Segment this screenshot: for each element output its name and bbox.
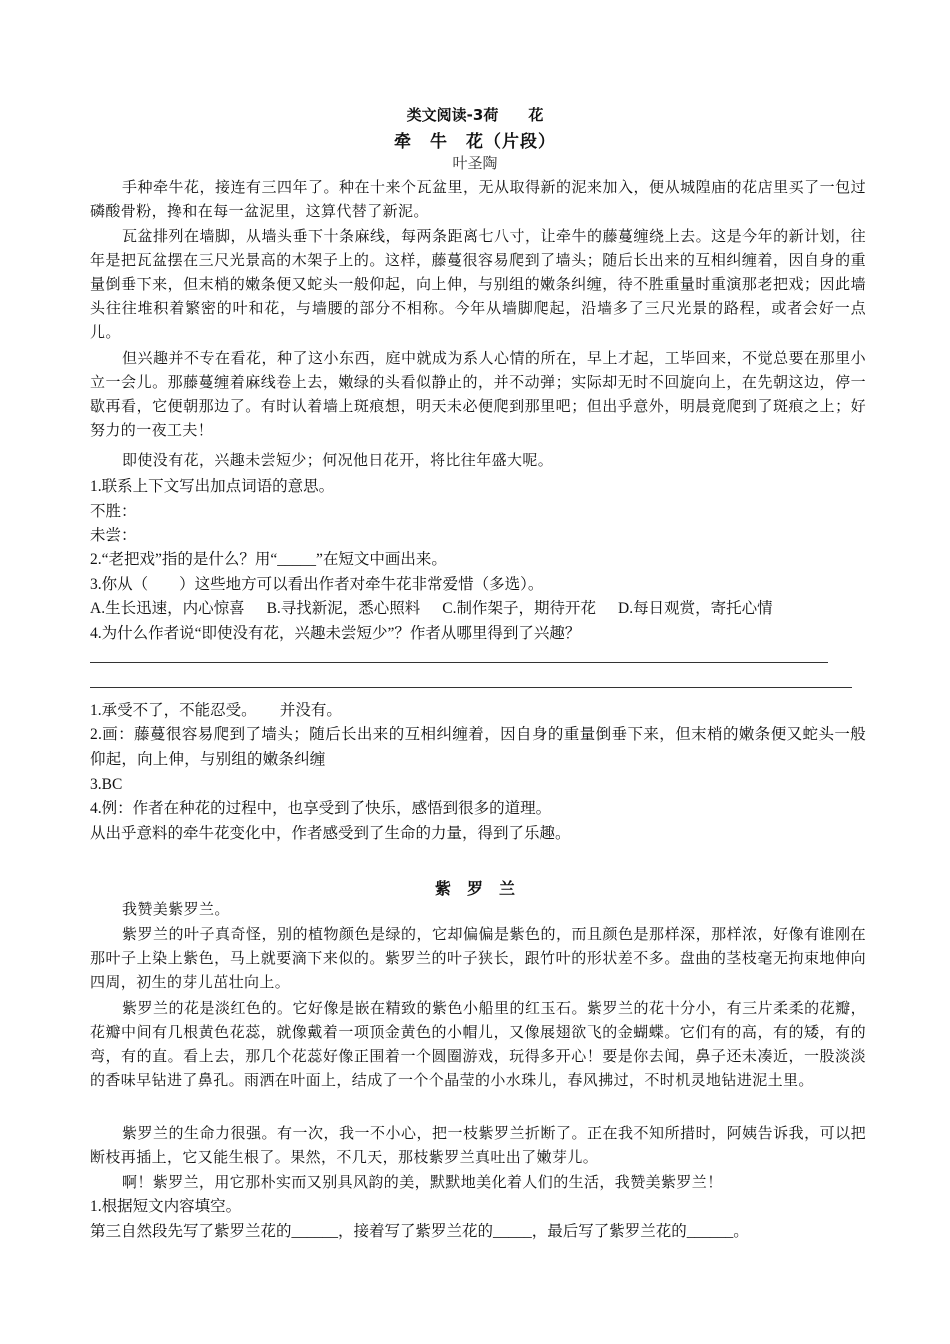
answer-2: 2.画：藤蔓很容易爬到了墙头；随后长出来的互相纠缠着，因自身的重量倒垂下来，但末梢的嫩条便又蛇头一般仰起，向上伸，与别组的嫩条纠缠 bbox=[90, 726, 866, 768]
option-d: D.每日观赏，寄托心情 bbox=[618, 600, 773, 617]
passage2-title: 紫 罗 兰 bbox=[434, 879, 515, 898]
passage1-paragraph-1: 手种牵牛花，接连有三四年了。种在十来个瓦盆里，无从取得新的泥来加入，便从城隍庙的花店里买了一包过磷酸骨粉，搀和在每一盆泥里，这算代替了新泥。 bbox=[90, 178, 866, 220]
option-c: C.制作架子，期待开花 bbox=[442, 600, 597, 617]
answer-4: 4.例：作者在种花的过程中，也享受到了快乐，感悟到很多的道理。 bbox=[90, 800, 552, 817]
option-b: B.寻找新泥，悉心照料 bbox=[266, 600, 421, 617]
passage1-paragraph-4: 即使没有花，兴趣未尝短少；何况他日花开，将比往年盛大呢。 bbox=[122, 451, 554, 469]
answer-4-continued: 从出乎意料的牵牛花变化中，作者感受到了生命的力量，得到了乐趣。 bbox=[90, 825, 571, 842]
question-3-options bbox=[90, 598, 870, 620]
question-1-item-b: 未尝： bbox=[90, 527, 137, 544]
passage1-title: 牵 牛 花（片段） bbox=[394, 132, 556, 152]
question-4: 4.为什么作者说“即使没有花，兴趣未尝短少”？作者从哪里得到了兴趣？ bbox=[90, 625, 581, 642]
question-1: 1.联系上下文写出加点词语的意思。 bbox=[90, 478, 335, 495]
question-2: 2.“老把戏”指的是什么？用“_____”在短文中画出来。 bbox=[90, 551, 447, 568]
passage2-question-1-fill: 第三自然段先写了紫罗兰花的______，接着写了紫罗兰花的_____，最后写了紫罗兰花的______。 bbox=[90, 1223, 749, 1240]
passage2-paragraph-5: 啊！紫罗兰，用它那朴实而又别具风韵的美，默默地美化着人们的生活，我赞美紫罗兰！ bbox=[122, 1173, 723, 1191]
question-1-item-a: 不胜： bbox=[90, 503, 137, 520]
passage2-paragraph-4: 紫罗兰的生命力很强。有一次，我一不小心，把一枝紫罗兰折断了。正在我不知所措时，阿姨告诉我，可以把断枝再插上，它又能生根了。果然，不几天，那枝紫罗兰真吐出了嫩芽儿。 bbox=[90, 1124, 866, 1166]
passage1-author: 叶圣陶 bbox=[452, 154, 498, 172]
passage2-paragraph-3: 紫罗兰的花是淡红色的。它好像是嵌在精致的紫色小船里的红玉石。紫罗兰的花十分小，有三片柔柔的花瓣，花瓣中间有几根黄色花蕊，就像戴着一项顶金黄色的小帽儿，又像展翅欲飞的金蝴蝶。它们有的高，有的矮，有的弯，有的直。看上去，那几个花蕊好像正围着一个圆圈游戏，玩得多开心！要是你去闻，鼻子还未凑近，一股淡淡的香味早钻进了鼻孔。雨洒在叶面上，结成了一个个晶莹的小水珠儿，春风拂过，不时机灵地钻进泥土里。 bbox=[90, 999, 866, 1089]
document-title: 类文阅读-3荷 花 bbox=[406, 106, 544, 124]
passage1-paragraph-3: 但兴趣并不专在看花，种了这小东西，庭中就成为系人心情的所在，早上才起，工毕回来，不觉总要在那里小立一会儿。那藤蔓缠着麻线卷上去，嫩绿的头看似静止的，并不动弹；实际却无时不回旋向上，在先朝这边，停一歇再看，它便朝那边了。有时认着墙上斑痕想，明天未必便爬到那里吧；但出乎意外，明晨竟爬到了斑痕之上；好努力的一夜工夫！ bbox=[90, 349, 866, 439]
passage1-paragraph-2: 瓦盆排列在墙脚，从墙头垂下十条麻线，每两条距离七八寸，让牵牛的藤蔓缠绕上去。这是今年的新计划，往年是把瓦盆摆在三尺光景高的木架子上的。这样，藤蔓很容易爬到了墙头；随后长出来的互相纠缠着，因自身的重量倒垂下来，但末梢的嫩条便又蛇头一般仰起，向上伸，与别组的嫩条纠缠，待不胜重量时重演那老把戏；因此墙头往往堆积着繁密的叶和花，与墙腰的部分不相称。今年从墙脚爬起，沿墙多了三尺光景的路程，或者会好一点儿。 bbox=[90, 227, 866, 341]
answer-1: 1.承受不了，不能忍受。 并没有。 bbox=[90, 702, 342, 719]
passage2-paragraph-1: 我赞美紫罗兰。 bbox=[122, 900, 230, 918]
answer-3: 3.BC bbox=[90, 776, 123, 793]
passage2-question-1: 1.根据短文内容填空。 bbox=[90, 1198, 242, 1215]
answer-line-1 bbox=[90, 662, 828, 663]
passage2-paragraph-2: 紫罗兰的叶子真奇怪，别的植物颜色是绿的，它却偏偏是紫色的，而且颜色是那样深，那样浓，好像有谁刚在那叶子上染上紫色，马上就要滴下来似的。紫罗兰的叶子狭长，跟竹叶的形状差不多。盘曲的茎枝毫无拘束地伸向四周，初生的芽儿茁壮向上。 bbox=[90, 925, 866, 991]
question-3: 3.你从（ ）这些地方可以看出作者对牵牛花非常爱惜（多选）。 bbox=[90, 576, 544, 593]
option-a: A.生长迅速，内心惊喜 bbox=[90, 600, 245, 617]
answer-line-2 bbox=[90, 687, 852, 688]
